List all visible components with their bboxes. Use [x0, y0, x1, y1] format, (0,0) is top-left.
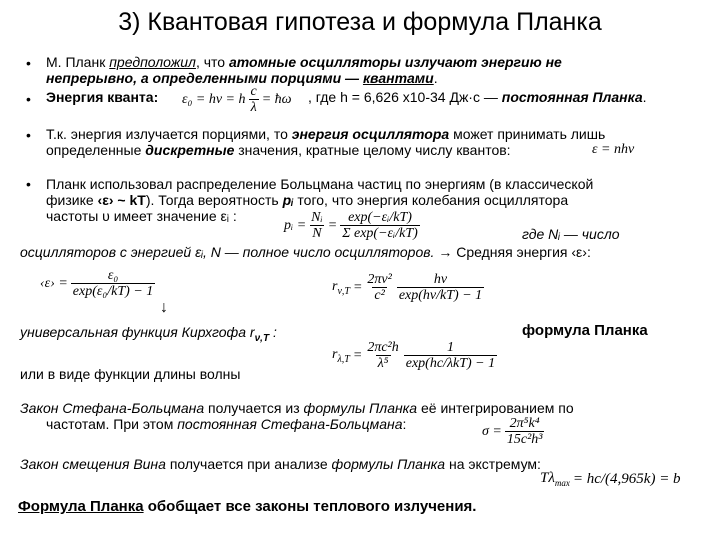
rl-sub: λ,T: [337, 353, 350, 365]
rl-frac1: [365, 340, 400, 371]
rl-num1: 2πc²h: [367, 340, 399, 355]
text-pi: pᵢ: [282, 192, 294, 208]
planck-frequency-formula: [332, 272, 484, 303]
text-period-2: .: [642, 89, 647, 105]
avg-lhs: ‹ε› =: [40, 275, 68, 291]
rv-r: r: [332, 278, 338, 294]
rl-num2: 1: [446, 340, 454, 355]
pi-den2: Σ exp(−εᵢ/kT): [342, 226, 418, 241]
kirchhoff-label: [20, 324, 277, 347]
rl-den2: exp(hc/λkT) − 1: [405, 356, 496, 371]
wien-rhs: = hc/(4,965k) = b: [572, 470, 681, 487]
sigma-lhs: σ =: [482, 423, 502, 439]
e0-rhs: = ħω: [261, 91, 292, 107]
page-title: 3) Квантовая гипотеза и формула Планка: [118, 8, 602, 36]
planck-constant-line: [308, 89, 647, 105]
text-can-take: может принимать лишь: [449, 126, 606, 142]
pi-eq: =: [327, 217, 338, 233]
planck-formula-label: формула Планка: [522, 322, 648, 339]
text-obtained: получается из: [204, 400, 304, 416]
boltzmann-line-1: Планк использовал распределение Больцмана частиц по энергиям (в классической: [46, 176, 594, 192]
avg-den: exp(ε₀/kT) − 1: [72, 284, 154, 299]
text-generalizes: обобщает все законы теплового излучения.: [143, 498, 477, 515]
ni-over-n: [309, 210, 325, 241]
pi-lhs: pᵢ =: [284, 217, 307, 233]
text-integration: её интегрированием по: [417, 400, 574, 416]
mean-energy-formula: [40, 268, 155, 299]
boltzmann-line-4: [20, 244, 591, 260]
rl-eq: =: [352, 347, 363, 363]
text-where-h: , где h = 6,626 х10-34 Дж·с —: [308, 89, 502, 105]
text-oscillators-count: осцилляторов с энергией εᵢ, N — полное число осцилляторов.: [20, 244, 435, 260]
sigma-den: 15c²h³: [506, 432, 543, 447]
sigma-num: 2π⁵k⁴: [509, 416, 540, 431]
bullet-3: •: [26, 127, 31, 143]
rv-num1: 2πν²: [367, 272, 392, 287]
text-that-energy: того, что энергия колебания осциллятора: [293, 192, 569, 208]
conclusion: [18, 498, 476, 515]
text-stefan-constant: постоянная Стефана-Больцмана: [177, 416, 403, 432]
rl-frac2: [404, 340, 497, 371]
text-since: Т.к. энергия излучается порциями, то: [46, 126, 292, 142]
quantum-energy-label: Энергия кванта:: [46, 89, 159, 105]
energy-levels-formula: ε = nhν: [592, 142, 635, 157]
text-multiples: значения, кратные целому числу квантов:: [234, 142, 511, 158]
rv-eq: =: [352, 279, 363, 295]
wien-t-lambda: Tλ: [540, 470, 555, 486]
rv-frac2: [397, 272, 484, 303]
text-extremum: на экстремум:: [445, 456, 541, 472]
discrete-line-1: [46, 126, 605, 142]
text-wien-law: Закон смещения Вина: [20, 456, 166, 472]
text-proposed: предположил: [109, 54, 196, 70]
avg-fraction: [71, 268, 155, 299]
rl-den1: λ⁵: [377, 356, 389, 371]
text-certain: определенные: [46, 142, 146, 158]
stefan-constant-formula: [482, 416, 544, 447]
text-frequencies: частотам. При этом: [46, 416, 178, 432]
rv-frac1: [365, 272, 393, 303]
text-quanta: квантами: [362, 70, 434, 86]
text-comma: , что: [195, 54, 229, 70]
text-physics: физике: [46, 192, 98, 208]
e0-num: c: [250, 84, 257, 99]
rv-den1: c²: [374, 288, 385, 303]
quantum-energy-formula: [182, 84, 292, 115]
text-analysis: получается при анализе: [165, 456, 332, 472]
e0-lhs: ε₀ = hν = h: [182, 91, 246, 107]
rv-num2: hν: [433, 272, 448, 287]
rl-r: r: [332, 346, 338, 362]
text-planck-constant: постоянная Планка: [501, 89, 643, 105]
text-colon-2: :: [402, 416, 407, 432]
down-arrow: ↓: [160, 299, 168, 316]
planck-wavelength-formula: [332, 340, 497, 371]
text-planck-formula-2: формулы Планка: [331, 456, 446, 472]
discrete-line-2: [46, 142, 511, 158]
boltzmann-line-3: частоты υ имеет значение εᵢ :: [46, 208, 237, 224]
bullet-4: •: [26, 176, 31, 192]
text-probability: ). Тогда вероятность: [145, 192, 283, 208]
sigma-fraction: [505, 416, 545, 447]
text-oscillators-emit: атомные осцилляторы излучают энергию не: [228, 54, 562, 70]
text-planck-formula-bold: Формула Планка: [18, 498, 144, 515]
text-oscillator-energy: энергия осциллятора: [291, 126, 450, 142]
pi-num1: Nᵢ: [311, 210, 323, 225]
rv-symbol: [332, 279, 350, 297]
boltzmann-line-2: [46, 192, 568, 208]
probability-formula: [284, 210, 420, 241]
text-discrete: дискретные: [145, 142, 235, 158]
wien-line: [20, 456, 541, 472]
text-kirchhoff: универсальная функция Кирхгофа r: [20, 324, 255, 340]
text-mean-energy: → Средняя энергия ‹ε›:: [434, 244, 591, 260]
kirchhoff-sub: ν,T: [254, 332, 270, 344]
rv-den2: exp(hν/kT) − 1: [398, 288, 483, 303]
wien-lhs: [540, 470, 570, 488]
avg-num: ε₀: [107, 268, 119, 283]
wavelength-text: или в виде функции длины волны: [20, 366, 241, 382]
pi-den1: N: [312, 226, 322, 241]
where-ni: где Nᵢ — число: [522, 226, 620, 242]
text-period: .: [433, 70, 438, 86]
wien-formula: [540, 470, 681, 488]
wien-sub: max: [554, 478, 570, 488]
boltzmann-fraction: [340, 210, 420, 241]
hypothesis-line-1: [46, 54, 562, 70]
c-over-lambda: [249, 84, 259, 115]
text-planck: М. Планк: [46, 54, 110, 70]
rv-sub: ν,T: [337, 285, 350, 297]
text-colon: :: [269, 324, 277, 340]
text-stefan-law: Закон Стефана-Больцмана: [20, 400, 205, 416]
text-portions: непрерывно, а определенными порциями —: [46, 70, 363, 86]
rl-symbol: [332, 347, 350, 365]
text-mean-energy-kt: ‹ε› ~ kT: [97, 192, 146, 208]
bullet-2: •: [26, 91, 31, 107]
stefan-line-2: [46, 416, 406, 432]
pi-num2: exp(−εᵢ/kT): [348, 210, 412, 225]
bullet-1: •: [26, 55, 31, 71]
text-planck-formula: формулы Планка: [303, 400, 418, 416]
e0-den: λ: [250, 100, 257, 115]
stefan-line-1: [20, 400, 574, 416]
